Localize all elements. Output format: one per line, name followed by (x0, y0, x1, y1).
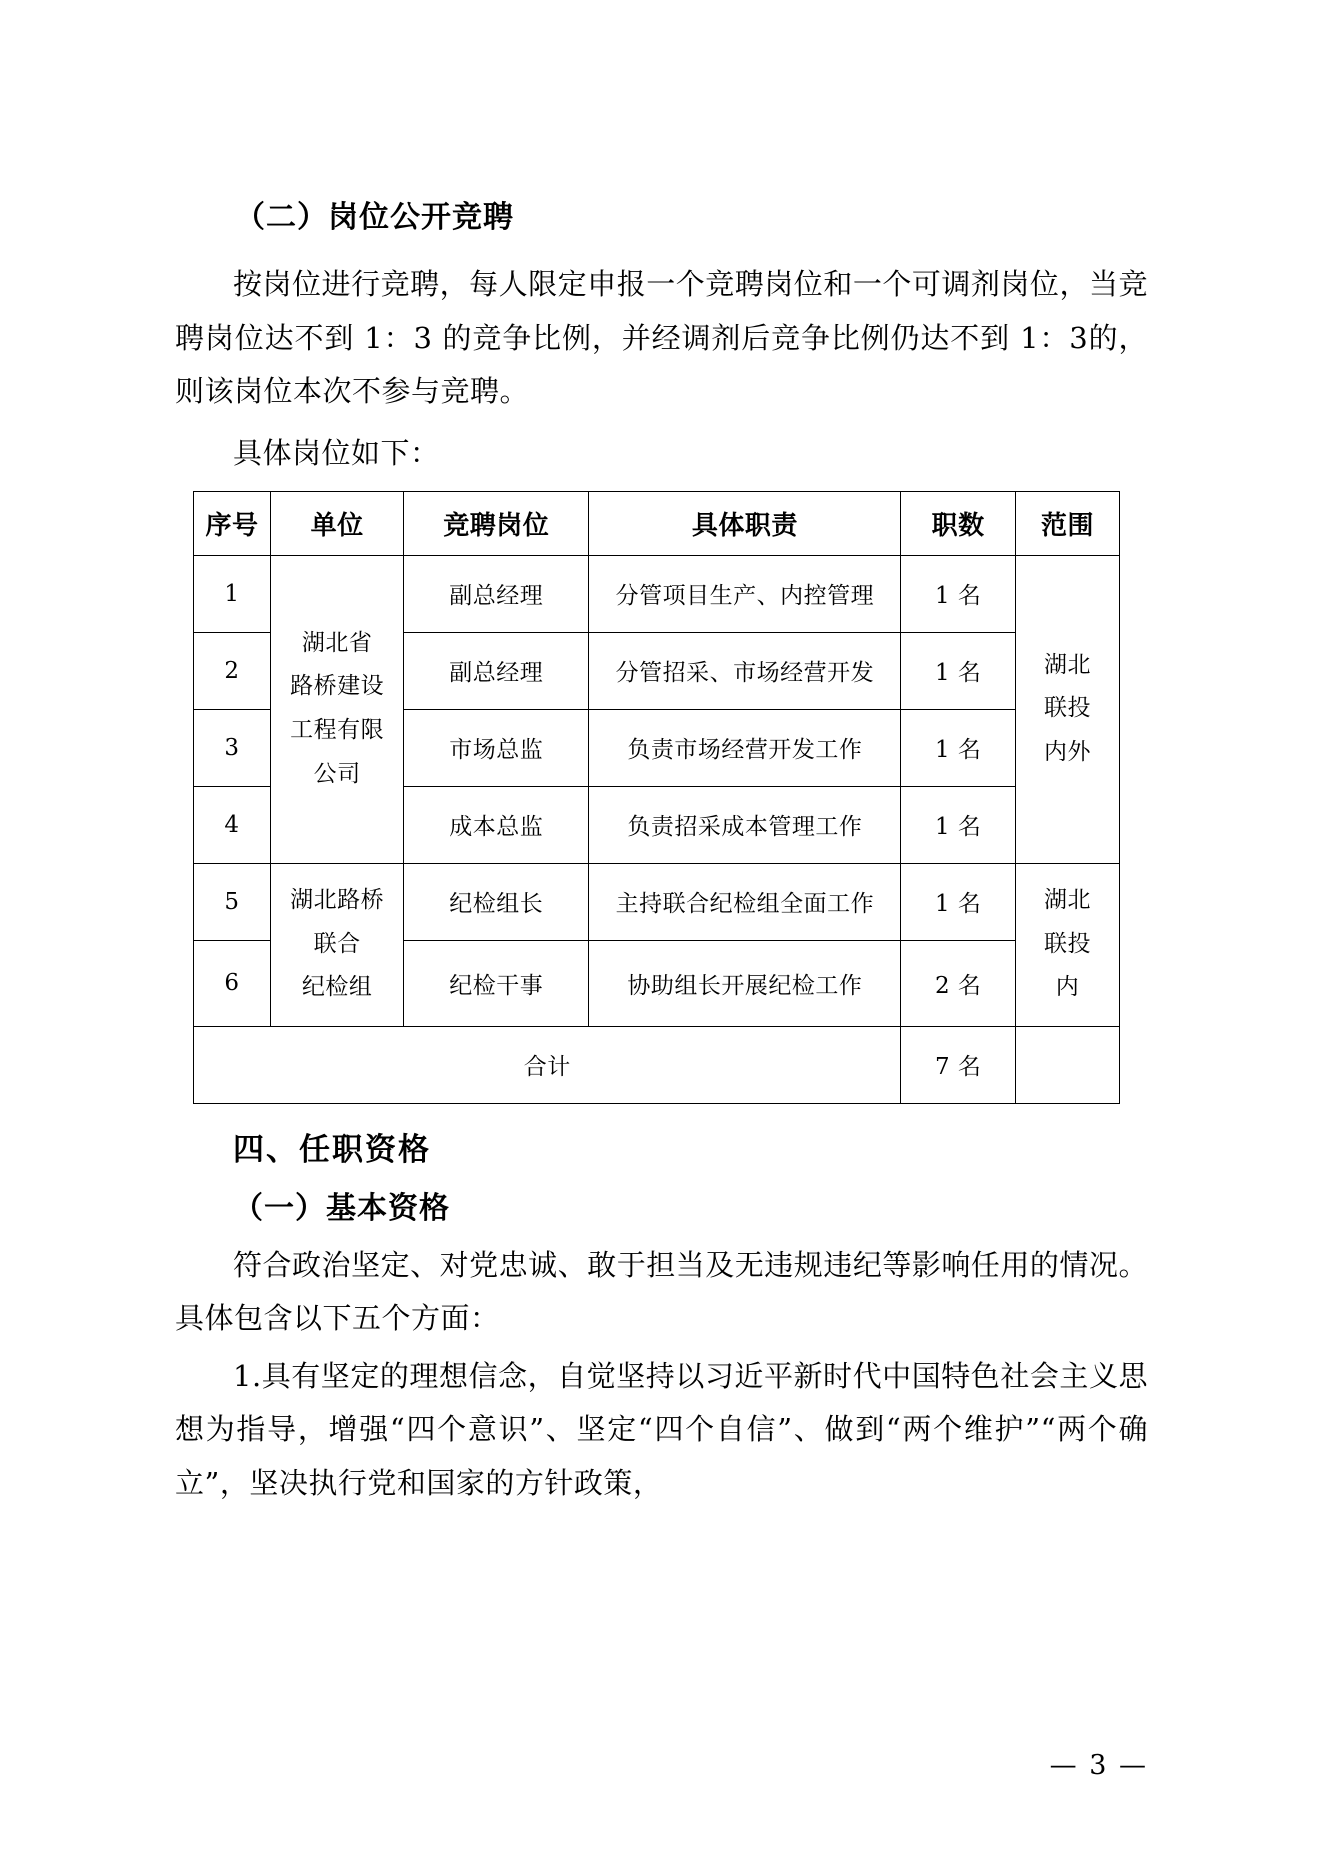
total-label: 合计 (194, 1026, 901, 1103)
cell-num: 1 名 (901, 555, 1015, 632)
cell-num: 1 名 (901, 709, 1015, 786)
cell-post: 纪检组长 (404, 863, 589, 940)
cell-scope-1 (1015, 555, 1119, 863)
header-cell-scope: 范围 (1015, 491, 1119, 555)
header-cell-duty: 具体职责 (589, 491, 901, 555)
scope-line: 内外 (1043, 738, 1091, 765)
paragraph-basic-qualification: 符合政治坚定、对党忠诚、敢于担当及无违规违纪等影响任用的情况。具体包含以下五个方面： (175, 1247, 1148, 1336)
table-row (194, 863, 1120, 940)
header-cell-num: 职数 (901, 491, 1015, 555)
scope-line: 联投 (1043, 930, 1091, 957)
unit-line: 纪检组 (301, 974, 373, 1001)
total-value: 7 名 (901, 1026, 1015, 1103)
cell-scope-2 (1015, 863, 1119, 1026)
cell-num: 1 名 (901, 863, 1015, 940)
unit-line: 湖北省 (301, 629, 373, 656)
cell-post: 副总经理 (404, 555, 589, 632)
cell-num: 1 名 (901, 632, 1015, 709)
cell-no: 1 (194, 555, 271, 632)
cell-no: 4 (194, 786, 271, 863)
cell-unit-2 (270, 863, 403, 1026)
cell-post: 成本总监 (404, 786, 589, 863)
unit-line: 湖北路桥 (290, 887, 385, 914)
cell-post: 副总经理 (404, 632, 589, 709)
unit-line: 路桥建设 (290, 673, 385, 700)
cell-num: 2 名 (901, 940, 1015, 1026)
table-row (194, 555, 1120, 632)
positions-table (193, 491, 1120, 1104)
cell-post: 纪检干事 (404, 940, 589, 1026)
table-total-row (194, 1026, 1120, 1103)
cell-post: 市场总监 (404, 709, 589, 786)
cell-duty: 协助组长开展纪检工作 (589, 940, 901, 1026)
paragraph-item-1: 1.具有坚定的理想信念，自觉坚持以习近平新时代中国特色社会主义思想为指导，增强“四个意识”、坚定“四个自信”、做到“两个维护”“两个确立”，坚决执行党和国家的方针政策， (175, 1358, 1148, 1501)
scope-line: 湖北 (1043, 887, 1091, 914)
unit-line: 工程有限 (290, 717, 385, 744)
header-cell-post: 竞聘岗位 (404, 491, 589, 555)
cell-duty: 主持联合纪检组全面工作 (589, 863, 901, 940)
cell-num: 1 名 (901, 786, 1015, 863)
section-title-four: 四、任职资格 (233, 1131, 431, 1168)
section-heading-b: （二）岗位公开竞聘 (235, 200, 514, 235)
cell-duty: 负责市场经营开发工作 (589, 709, 901, 786)
subsection-title-one: （一）基本资格 (233, 1190, 450, 1226)
header-cell-unit: 单位 (270, 491, 403, 555)
unit-line: 联合 (313, 930, 361, 957)
table-lead-text: 具体岗位如下： (233, 435, 440, 470)
total-scope-empty (1015, 1026, 1119, 1103)
table-header-row (194, 491, 1120, 555)
unit-line: 公司 (313, 760, 361, 787)
cell-no: 2 (194, 632, 271, 709)
scope-line: 内 (1055, 974, 1080, 1001)
scope-line: 联投 (1043, 695, 1091, 722)
header-cell-no: 序号 (194, 491, 271, 555)
cell-duty: 分管招采、市场经营开发 (589, 632, 901, 709)
cell-no: 3 (194, 709, 271, 786)
cell-no: 6 (194, 940, 271, 1026)
page-number: — 3 — (1049, 1750, 1148, 1781)
cell-unit-1 (270, 555, 403, 863)
cell-duty: 分管项目生产、内控管理 (589, 555, 901, 632)
cell-duty: 负责招采成本管理工作 (589, 786, 901, 863)
paragraph-competition-rules: 按岗位进行竞聘，每人限定申报一个竞聘岗位和一个可调剂岗位，当竞聘岗位达不到 1：3 的竞争比例，并经调剂后竞争比例仍达不到 1：3的，则该岗位本次不参与竞聘。 (175, 267, 1148, 409)
cell-no: 5 (194, 863, 271, 940)
scope-line: 湖北 (1043, 651, 1091, 678)
